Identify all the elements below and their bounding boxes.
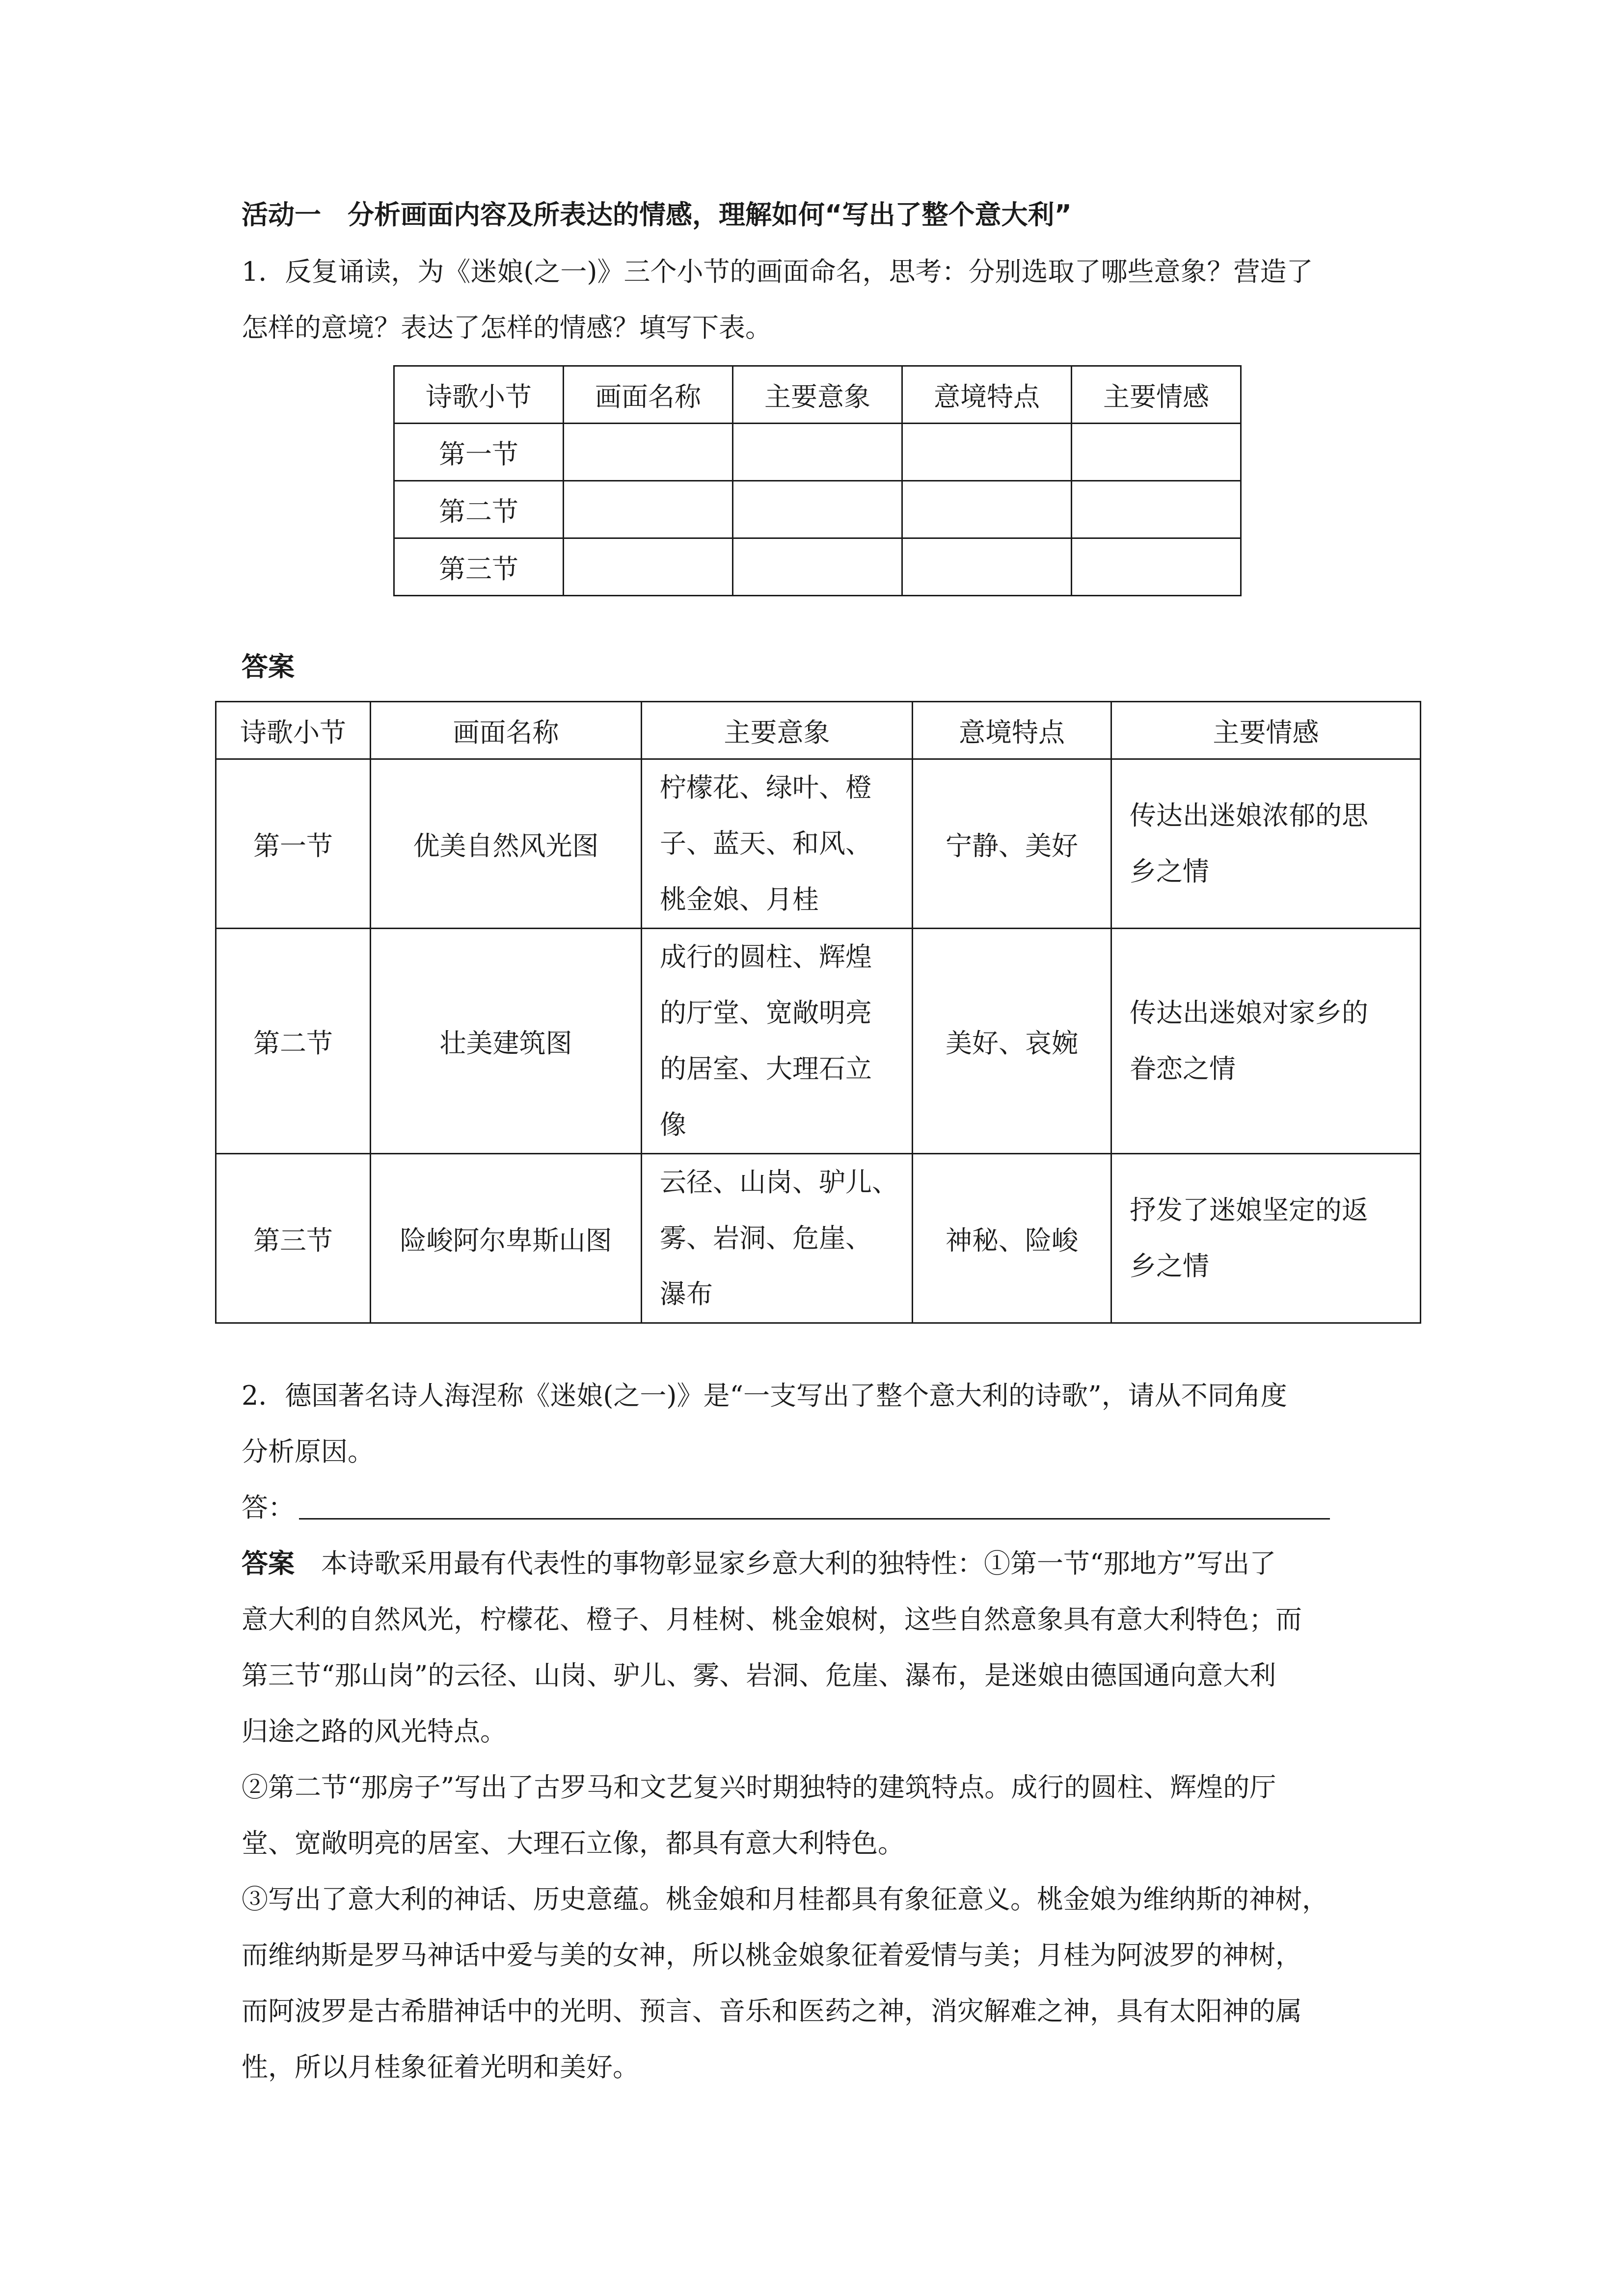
- answer-label-inline: 答案: [242, 1548, 295, 1579]
- blank-cell: [733, 481, 902, 538]
- imagery-line: 的厅堂、宽敞明亮: [660, 997, 872, 1028]
- table-row: [394, 424, 1241, 481]
- emotion-line: 传达出迷娘浓郁的思: [1130, 800, 1368, 831]
- section-cell: 第三节: [394, 538, 564, 596]
- header-cell: 意境特点: [913, 702, 1111, 759]
- question-1-line: 1．反复诵读，为《迷娘(之一)》三个小节的画面命名，思考：分别选取了哪些意象？营造了: [242, 256, 1313, 287]
- blank-cell: [1072, 481, 1241, 538]
- mood-cell: 宁静、美好: [913, 759, 1111, 929]
- answer-2-line: ②第二节“那房子”写出了古罗马和文艺复兴时期独特的建筑特点。成行的圆柱、辉煌的厅: [242, 1772, 1276, 1803]
- imagery-line: 瀑布: [660, 1279, 713, 1309]
- answer-table-header-row: [216, 702, 1421, 759]
- scene-name-cell: 壮美建筑图: [371, 929, 642, 1154]
- blank-cell: [1072, 538, 1241, 596]
- answer-2: [242, 1536, 1390, 2095]
- header-cell: 诗歌小节: [394, 366, 564, 424]
- answer-label: 答案: [242, 651, 295, 682]
- imagery-line: 雾、岩洞、危崖、: [660, 1223, 872, 1254]
- section-cell: 第二节: [216, 929, 371, 1154]
- table-row: [216, 929, 1421, 1154]
- header-cell: 主要情感: [1111, 702, 1421, 759]
- header-cell: 主要情感: [1072, 366, 1241, 424]
- emotion-line: 眷恋之情: [1130, 1053, 1236, 1084]
- imagery-cell: [642, 759, 913, 929]
- header-cell: 意境特点: [902, 366, 1072, 424]
- answer-2-text: 本诗歌采用最有代表性的事物彰显家乡意大利的独特性：①第一节“那地方”写出了: [295, 1548, 1276, 1579]
- table-row: [394, 538, 1241, 596]
- blank-cell: [902, 481, 1072, 538]
- blank-cell: [733, 424, 902, 481]
- question-2: [242, 1368, 1390, 1480]
- answer-2-line: 性，所以月桂象征着光明和美好。: [242, 2052, 639, 2082]
- answer-2-line: 堂、宽敞明亮的居室、大理石立像，都具有意大利特色。: [242, 1828, 904, 1859]
- answer-prompt: 答：: [242, 1492, 295, 1523]
- scene-name-cell: 优美自然风光图: [371, 759, 642, 929]
- table-row: [216, 1154, 1421, 1323]
- section-cell: 第三节: [216, 1154, 371, 1323]
- answer-blank-line[interactable]: [299, 1518, 1330, 1520]
- section-cell: 第二节: [394, 481, 564, 538]
- imagery-line: 桃金娘、月桂: [660, 884, 819, 915]
- emotion-line: 乡之情: [1130, 856, 1209, 887]
- emotion-line: 乡之情: [1130, 1251, 1209, 1281]
- blank-cell: [733, 538, 902, 596]
- answer-2-line: 而阿波罗是古希腊神话中的光明、预言、音乐和医药之神，消灾解难之神，具有太阳神的属: [242, 1996, 1302, 2027]
- answer-2-line: 第三节“那山岗”的云径、山岗、驴儿、雾、岩洞、危崖、瀑布，是迷娘由德国通向意大利: [242, 1660, 1276, 1691]
- imagery-line: 柠檬花、绿叶、橙: [660, 772, 872, 803]
- blank-table-header-row: [394, 366, 1241, 424]
- header-cell: 主要意象: [642, 702, 913, 759]
- emotion-line: 传达出迷娘对家乡的: [1130, 997, 1368, 1028]
- imagery-line: 成行的圆柱、辉煌: [660, 941, 872, 972]
- question-2-line: 分析原因。: [242, 1436, 374, 1467]
- scene-name-cell: 险峻阿尔卑斯山图: [371, 1154, 642, 1323]
- answer-2-line: 归途之路的风光特点。: [242, 1716, 507, 1747]
- activity-heading: 活动一 分析画面内容及所表达的情感，理解如何“写出了整个意大利”: [242, 199, 1072, 230]
- section-cell: 第一节: [394, 424, 564, 481]
- emotion-cell: [1111, 1154, 1421, 1323]
- question-2-line: 2．德国著名诗人海涅称《迷娘(之一)》是“一支写出了整个意大利的诗歌”，请从不同角度: [242, 1380, 1287, 1411]
- question-1: [242, 244, 1390, 356]
- imagery-cell: [642, 929, 913, 1154]
- blank-cell: [564, 481, 733, 538]
- blank-cell: [902, 424, 1072, 481]
- answer-2-line: ③写出了意大利的神话、历史意蕴。桃金娘和月桂都具有象征意义。桃金娘为维纳斯的神树，: [242, 1884, 1328, 1915]
- blank-cell: [564, 424, 733, 481]
- blank-cell: [902, 538, 1072, 596]
- table-row: [216, 759, 1421, 929]
- answer-2-line: [242, 1536, 1390, 1592]
- emotion-cell: [1111, 759, 1421, 929]
- emotion-cell: [1111, 929, 1421, 1154]
- imagery-cell: [642, 1154, 913, 1323]
- header-cell: 画面名称: [371, 702, 642, 759]
- answer-2-line: 意大利的自然风光，柠檬花、橙子、月桂树、桃金娘树，这些自然意象具有意大利特色；而: [242, 1604, 1302, 1635]
- emotion-line: 抒发了迷娘坚定的返: [1130, 1195, 1368, 1226]
- header-cell: 画面名称: [564, 366, 733, 424]
- answer-2-line: 而维纳斯是罗马神话中爱与美的女神，所以桃金娘象征着爱情与美；月桂为阿波罗的神树，: [242, 1940, 1302, 1971]
- question-1-line: 怎样的意境？表达了怎样的情感？填写下表。: [242, 312, 772, 343]
- imagery-line: 子、蓝天、和风、: [660, 828, 872, 859]
- imagery-line: 的居室、大理石立: [660, 1053, 872, 1084]
- imagery-line: 云径、山岗、驴儿、: [660, 1167, 898, 1198]
- mood-cell: 神秘、险峻: [913, 1154, 1111, 1323]
- imagery-line: 像: [660, 1109, 686, 1140]
- table-row: [394, 481, 1241, 538]
- section-cell: 第一节: [216, 759, 371, 929]
- answer-table: [215, 701, 1421, 1324]
- blank-table: [393, 365, 1242, 596]
- header-cell: 主要意象: [733, 366, 902, 424]
- mood-cell: 美好、哀婉: [913, 929, 1111, 1154]
- header-cell: 诗歌小节: [216, 702, 371, 759]
- blank-cell: [1072, 424, 1241, 481]
- blank-cell: [564, 538, 733, 596]
